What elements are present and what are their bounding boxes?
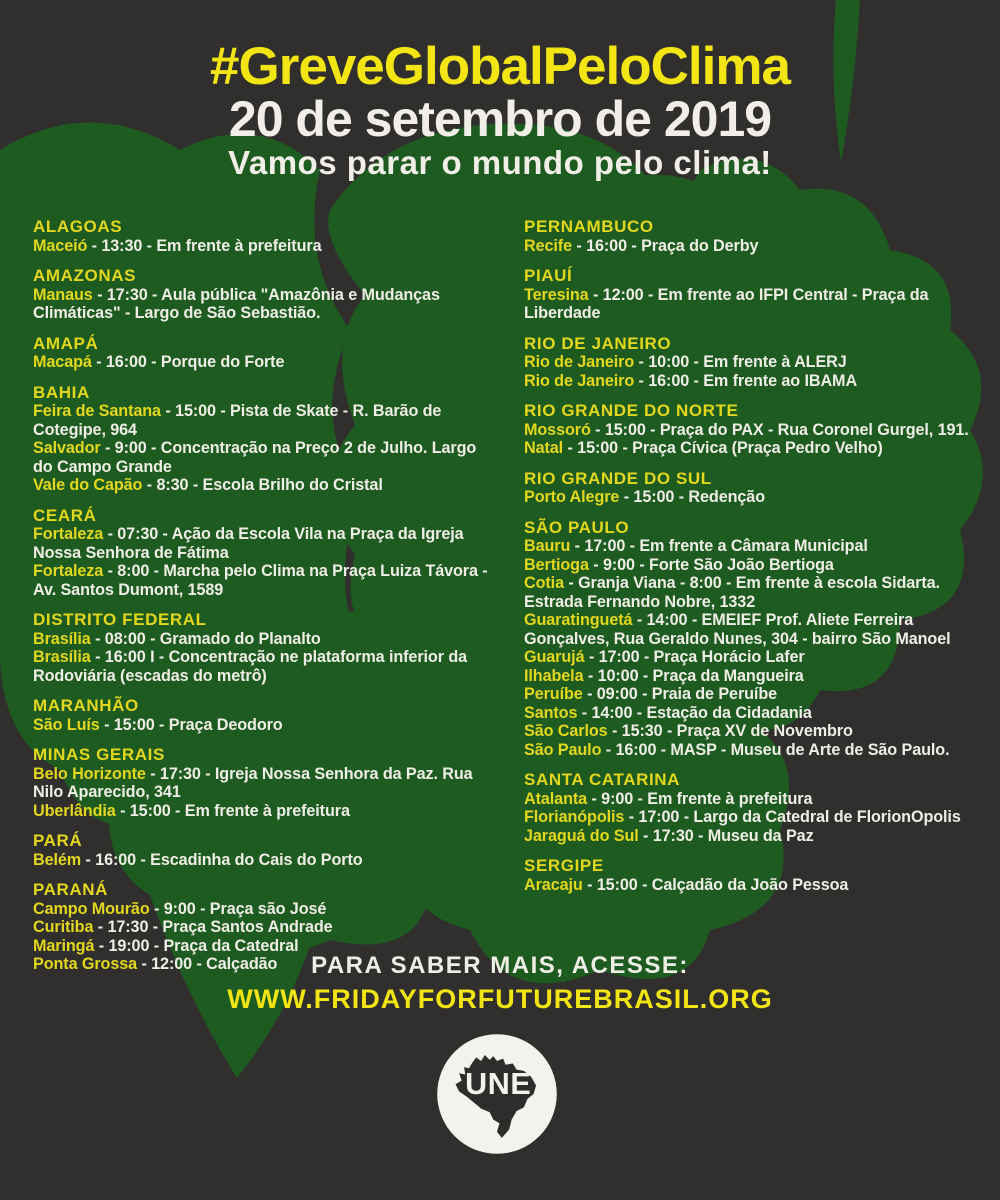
event-details: - 8:00 - Marcha pelo Clima na Praça Luiza Távora - Av. Santos Dumont, 1589 (33, 562, 488, 599)
city-name: Guaratinguetá (524, 611, 633, 629)
event-details: - 12:00 - Calçadão (137, 955, 278, 973)
city-name: Peruíbe (524, 685, 583, 703)
event-details: - 15:00 - Praça do PAX - Rua Coronel Gurgel, 191. (590, 420, 969, 439)
event-entry (524, 556, 985, 575)
event-entry (33, 439, 494, 476)
state-name: SANTA CATARINA (524, 770, 681, 789)
event-details: - 17:30 - Igreja Nossa Senhora da Paz. Rua Nilo Aparecido, 341 (33, 764, 473, 801)
event-details: - 15:00 - Praça Cívica (Praça Pedro Velho) (563, 439, 883, 457)
event-details: - 14:00 - EMEIEF Prof. Aliete Ferreira Gonçalves, Rua Geraldo Nunes, 304 - bairro São Manoel (524, 611, 951, 648)
city-name: Porto Alegre (524, 488, 620, 506)
event-entry (33, 562, 494, 599)
event-entry (33, 851, 494, 870)
event-details: - 17:00 - Praça Horácio Lafer (584, 648, 805, 666)
event-entry (33, 353, 494, 372)
state-name: PARÁ (33, 831, 83, 850)
event-entry (33, 918, 494, 937)
event-entry (524, 353, 985, 372)
event-details: - 16:00 - Em frente ao IBAMA (634, 371, 858, 390)
state-section (524, 267, 985, 323)
state-section (33, 746, 494, 820)
event-details: - 15:00 - Calçadão da João Pessoa (582, 875, 849, 894)
city-name: Florianópolis (524, 808, 625, 826)
event-entry (524, 574, 985, 611)
state-section (524, 519, 985, 760)
state-name: PARANÁ (33, 880, 109, 899)
state-section (524, 857, 985, 894)
poster-header (0, 37, 1000, 182)
event-details: - 10:00 - Em frente à ALERJ (634, 353, 847, 371)
city-name: Cotia (524, 574, 564, 592)
state-name: PIAUÍ (524, 266, 573, 285)
event-details: - 17:30 - Aula pública "Amazônia e Mudanças Climáticas" - Largo de São Sebastião. (33, 285, 440, 322)
city-name: Ponta Grossa (33, 955, 138, 973)
state-name: DISTRITO FEDERAL (33, 610, 207, 629)
city-name: Vale do Capão (33, 476, 143, 494)
une-logo (436, 1033, 558, 1155)
event-entry (524, 537, 985, 556)
event-entry (33, 648, 494, 685)
city-name: Guarujá (524, 648, 585, 666)
city-name: Curitiba (33, 918, 94, 936)
city-name: Feira de Santana (33, 402, 161, 420)
city-name: Maceió (33, 236, 88, 255)
event-entry (33, 765, 494, 802)
event-details: - 15:00 - Praça Deodoro (99, 715, 283, 734)
state-name: RIO GRANDE DO SUL (524, 468, 712, 488)
event-entry (524, 790, 985, 809)
event-details: - 9:00 - Em frente à prefeitura (587, 789, 813, 808)
city-name: Uberlândia (33, 801, 116, 820)
event-date: 20 de setembro de 2019 (228, 91, 772, 148)
event-entry (524, 827, 985, 846)
state-section (33, 267, 494, 323)
state-section (524, 470, 985, 507)
event-details: - 15:00 - Pista de Skate - R. Barão de Cotegipe, 964 (33, 402, 442, 439)
city-name: São Carlos (524, 722, 608, 740)
event-entry (524, 439, 985, 458)
city-name: Brasília (33, 629, 91, 648)
state-section (33, 697, 494, 734)
city-name: Salvador (33, 439, 101, 457)
state-section (33, 507, 494, 600)
event-entry (33, 716, 494, 735)
city-name: Atalanta (524, 789, 588, 808)
city-name: Belém (33, 850, 82, 869)
state-section (524, 771, 985, 845)
city-name: Bauru (524, 537, 571, 555)
event-details: - 12:00 - Em frente ao IFPI Central - Praça da Liberdade (524, 285, 929, 322)
event-details: - 17:00 - Largo da Catedral de FlorionOpolis (624, 808, 961, 826)
tagline: Vamos parar o mundo pelo clima! (228, 144, 772, 182)
event-details: - 8:30 - Escola Brilho do Cristal (142, 476, 383, 494)
event-entry (524, 667, 985, 686)
city-name: Natal (524, 439, 564, 457)
state-name: AMAZONAS (33, 266, 137, 285)
event-details: - 16:00 - Praça do Derby (572, 236, 759, 255)
state-name: MINAS GERAIS (33, 745, 165, 764)
city-name: Brasília (33, 648, 91, 666)
state-name: AMAPÁ (33, 333, 99, 353)
city-name: Aracaju (524, 875, 583, 894)
event-entry (524, 876, 985, 895)
event-details: - 9:00 - Concentração na Preço 2 de Julho. Largo do Campo Grande (33, 439, 477, 476)
event-entry (524, 685, 985, 704)
city-name: Campo Mourão (33, 899, 150, 918)
state-section (33, 335, 494, 372)
city-name: Maringá (33, 936, 95, 955)
event-entry (524, 286, 985, 323)
event-entry (524, 648, 985, 667)
event-entry (524, 611, 985, 648)
event-entry (33, 525, 494, 562)
event-details: - Granja Viana - 8:00 - Em frente à escola Sidarta. Estrada Fernando Nobre, 1332 (524, 574, 940, 611)
city-name: Teresina (524, 285, 589, 304)
event-details: - 15:00 - Em frente à prefeitura (115, 801, 350, 820)
state-name: SÃO PAULO (524, 517, 630, 537)
city-name: Manaus (33, 285, 93, 304)
event-details: - 15:30 - Praça XV de Novembro (607, 722, 853, 740)
event-entry (33, 802, 494, 821)
event-entry (33, 476, 494, 495)
event-entry (524, 704, 985, 723)
footer-cta: PARA SABER MAIS, ACESSE: (311, 952, 689, 979)
state-name: SERGIPE (524, 856, 604, 875)
state-section (33, 832, 494, 869)
city-name: Belo Horizonte (33, 764, 146, 783)
event-details: - 17:30 - Praça Santos Andrade (93, 918, 333, 936)
city-name: Jaraguá do Sul (524, 826, 639, 845)
event-entry (524, 237, 985, 256)
state-section (524, 402, 985, 458)
city-name: Fortaleza (33, 525, 104, 543)
logo-text: UNE (465, 1067, 532, 1101)
state-name: BAHIA (33, 382, 90, 402)
city-name: Rio de Janeiro (524, 371, 635, 390)
state-section (33, 384, 494, 495)
event-details: - 16:00 - Escadinha do Cais do Porto (81, 850, 363, 869)
city-name: Recife (524, 236, 572, 255)
state-name: RIO DE JANEIRO (524, 333, 672, 353)
event-entry (524, 488, 985, 507)
event-details: - 16:00 - Porque do Forte (91, 353, 285, 371)
event-entry (524, 372, 985, 391)
state-name: RIO GRANDE DO NORTE (524, 401, 739, 420)
event-details: - 13:30 - Em frente à prefeitura (87, 236, 322, 255)
event-entry (524, 741, 985, 760)
event-details: - 16:00 I - Concentração ne plataforma inferior da Rodoviária (escadas do metrô) (33, 648, 468, 685)
state-section (524, 335, 985, 391)
event-entry (524, 421, 985, 440)
city-name: Mossoró (524, 420, 591, 439)
hashtag-title: #GreveGlobalPeloClima (210, 37, 790, 96)
city-name: Fortaleza (33, 562, 104, 580)
state-name: ALAGOAS (33, 217, 123, 236)
event-listings (33, 218, 985, 986)
city-name: Macapá (33, 353, 92, 371)
event-details: - 14:00 - Estação da Cidadania (577, 703, 812, 722)
state-section (33, 218, 494, 255)
state-section (33, 611, 494, 685)
event-details: - 17:30 - Museu da Paz (638, 826, 814, 845)
event-details: - 9:00 - Forte São João Bertioga (588, 555, 834, 574)
event-details: - 9:00 - Praça são José (149, 899, 327, 918)
column-left (33, 218, 494, 986)
event-entry (524, 722, 985, 741)
state-section (524, 218, 985, 255)
state-name: CEARÁ (33, 505, 97, 525)
city-name: Ilhabela (524, 666, 584, 685)
event-entry (33, 286, 494, 323)
city-name: São Luís (33, 715, 100, 734)
city-name: Rio de Janeiro (524, 353, 635, 371)
event-details: - 15:00 - Redenção (619, 488, 765, 506)
event-entry (33, 630, 494, 649)
event-entry (33, 900, 494, 919)
event-details: - 07:30 - Ação da Escola Vila na Praça da Igreja Nossa Senhora de Fátima (33, 525, 464, 562)
event-details: - 10:00 - Praça da Mangueira (583, 666, 804, 685)
state-name: MARANHÃO (33, 696, 139, 715)
event-entry (33, 237, 494, 256)
city-name: Bertioga (524, 555, 589, 574)
event-details: - 16:00 - MASP - Museu de Arte de São Paulo. (601, 740, 950, 759)
event-entry (33, 402, 494, 439)
city-name: Santos (524, 703, 578, 722)
event-details: - 08:00 - Gramado do Planalto (90, 629, 321, 648)
event-details: - 09:00 - Praia de Peruíbe (582, 685, 778, 703)
state-name: PERNAMBUCO (524, 217, 654, 236)
event-entry (524, 808, 985, 827)
event-details: - 17:00 - Em frente a Câmara Municipal (570, 537, 868, 555)
event-details: - 19:00 - Praça da Catedral (94, 936, 299, 955)
footer-url: WWW.FRIDAYFORFUTUREBRASIL.ORG (227, 984, 773, 1014)
column-right (524, 218, 985, 986)
city-name: São Paulo (524, 740, 602, 759)
